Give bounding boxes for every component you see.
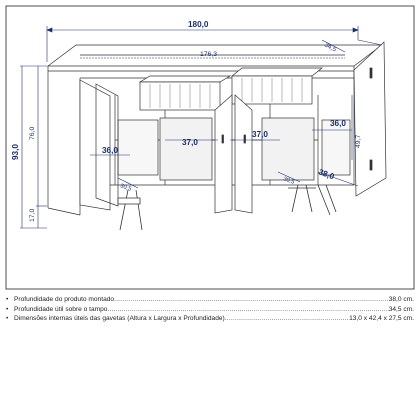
dim-leg-height: 17,0 [29, 208, 36, 222]
door-center-left [215, 95, 232, 213]
dim-depth-total: 38,0 [317, 167, 336, 182]
dim-center-right-width: 37,0 [252, 130, 268, 139]
dim-right-niche-width: 36,0 [330, 119, 346, 128]
door-far-left [80, 80, 110, 210]
spec-value: 13,0 x 42,4 x 27,5 cm. [349, 315, 414, 323]
dim-inner-top-width: 176,3 [200, 51, 218, 58]
leader-dots [114, 295, 389, 305]
leader-dots [107, 305, 388, 315]
dim-shelf-depth-right: 30,5 [282, 176, 295, 186]
spec-label: Profundidade do produto montado [14, 296, 115, 303]
dim-shelf-depth-left: 30,5 [119, 183, 132, 193]
dim-height-total: 93,0 [11, 144, 20, 160]
dim-total-width: 180,0 [188, 20, 209, 29]
door-center-right [235, 95, 252, 213]
spec-label: Profundidade útil sobre o tampo [14, 305, 108, 313]
spec-value: 38,0 cm. [388, 296, 414, 303]
bullet: • [6, 305, 9, 313]
drawer-left-top [140, 76, 230, 82]
leader-dots [225, 314, 349, 324]
bullet: • [6, 315, 9, 323]
spec-row-product-depth [6, 295, 414, 305]
spec-label: Dimensões internas úteis das gavetas (Altura x Largura x Profundidade) [14, 315, 225, 323]
drawer-right-top [232, 68, 322, 76]
dim-center-left-width: 37,0 [182, 138, 198, 147]
dim-left-niche-width: 36,0 [102, 146, 118, 155]
bullet: • [6, 296, 9, 303]
spec-row-top-depth [6, 305, 414, 315]
specifications-list [6, 295, 414, 324]
dim-right-niche-height: 49,7 [355, 134, 362, 148]
door-far-right [354, 42, 386, 196]
dim-height-body: 76,0 [29, 126, 36, 140]
spec-value: 34,5 cm. [388, 305, 414, 313]
spec-row-drawer-dimensions [6, 314, 414, 324]
dim-top-depth: 34,5 [323, 41, 338, 54]
